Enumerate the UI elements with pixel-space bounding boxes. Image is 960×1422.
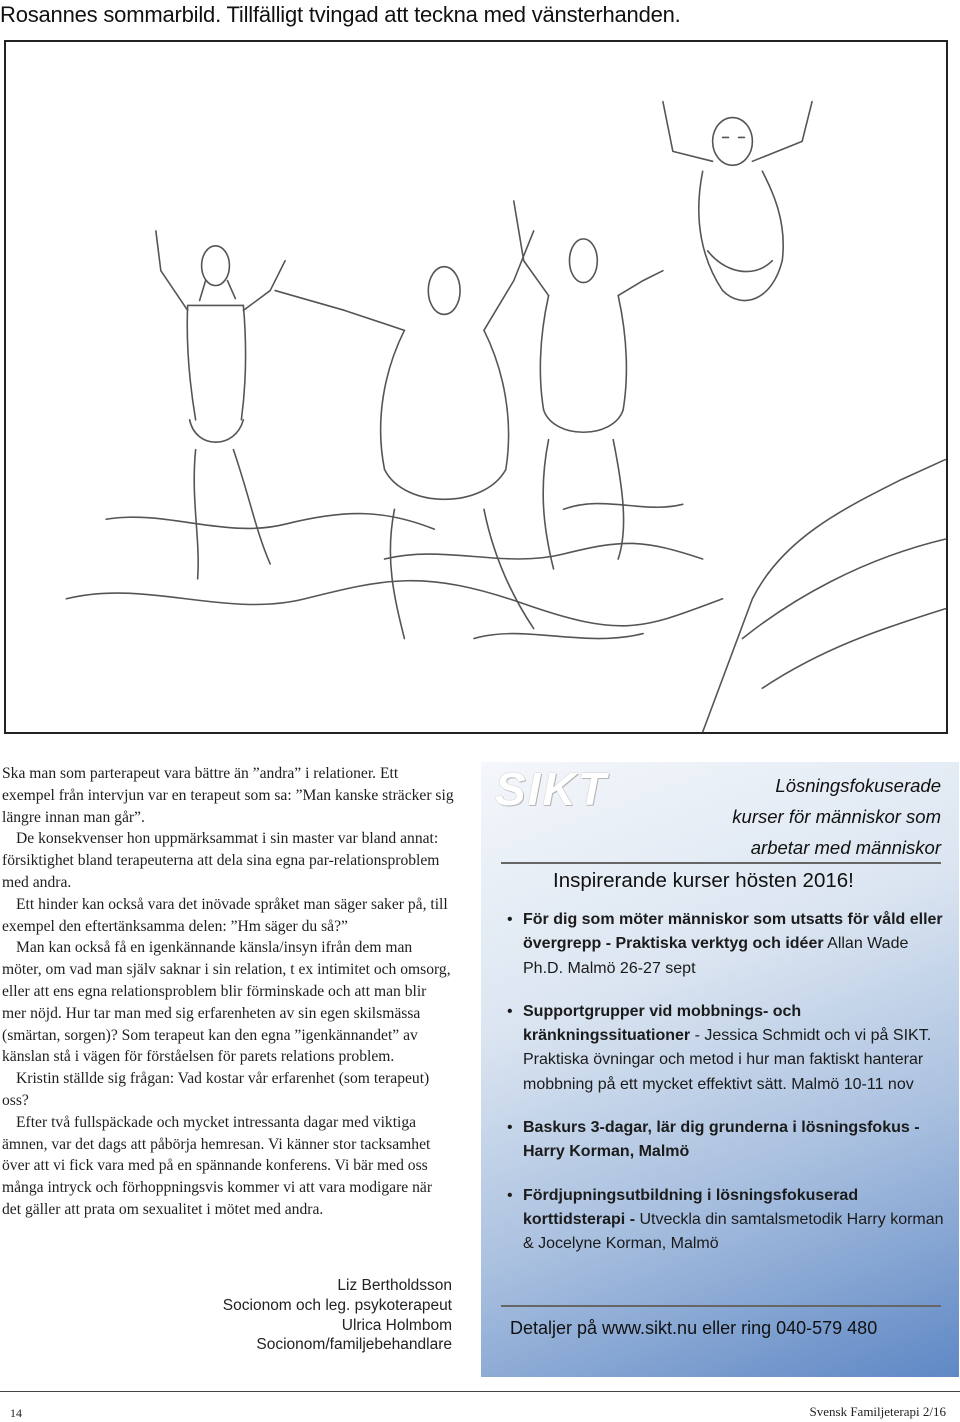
journal-name: Svensk Familjeterapi 2/16 xyxy=(809,1404,946,1419)
course-details: Utveckla din samtalsmetodik Harry korman & Jocelyne Korman, Malmö xyxy=(523,1210,944,1253)
course-title: Supportgrupper vid mobbnings- och kränkningssituationer xyxy=(523,1002,802,1045)
tagline-line: kurser för människor som xyxy=(732,806,941,827)
sikt-logo: SIKT xyxy=(495,763,608,815)
article-paragraph: Kristin ställde sig frågan: Vad kostar vår erfarenhet (som terapeut) oss? xyxy=(2,1070,430,1109)
rock-edge xyxy=(762,609,945,689)
ad-contact: Detaljer på www.sikt.nu eller ring 040-579 480 xyxy=(510,1318,878,1338)
course-item xyxy=(499,1000,949,1097)
author-name: Ulrica Holmbom xyxy=(341,1316,452,1334)
course-title: Fördjupningsutbildning i lösningsfokuserad korttidsterapi - xyxy=(523,1186,859,1228)
figure-two xyxy=(275,231,534,639)
tagline-line: Lösningsfokuserade xyxy=(775,775,941,796)
water-line xyxy=(66,581,722,626)
sketch-illustration xyxy=(4,40,948,734)
bullet-icon: • xyxy=(507,1119,513,1137)
course-item xyxy=(499,1184,949,1257)
article-paragraph: De konsekvenser hon uppmärksammat i sin master var bland annat: försiktighet bland terapeuterna att dela sina egna par-relationsproblem med andra. xyxy=(2,830,440,891)
figure-three xyxy=(514,201,663,569)
article-paragraph: Ska man som parterapeut vara bättre än ”andra” i relationer. Ett exempel från intervjun var en terapeut som sa: ”Man kanske sträcker sig längre innan man går”. xyxy=(2,765,454,826)
article-paragraph: Efter två fullspäckade och mycket intressanta dagar med viktiga ämnen, var det dags att påbörja hemresan. Vi känner stor tacksamhet över att vi fick vara med på en spännande konferens. Vi bär med oss många intryck och förhoppningsvis kommer vi att vara modigare när det gäller att prata om sexualitet i mötet med andra. xyxy=(2,1113,433,1218)
rock-outline xyxy=(703,460,946,732)
course-item xyxy=(499,1116,949,1165)
tagline-line: arbetar med människor xyxy=(750,837,941,858)
rock-edge xyxy=(742,539,945,638)
figure-four xyxy=(663,102,812,301)
course-title: För dig som möter människor som utsatts för våld eller övergrepp - Praktiska verktyg och idéer xyxy=(523,911,943,953)
figure-caption: Rosannes sommarbild. Tillfälligt tvingad att teckna med vänsterhanden. xyxy=(0,2,681,27)
course-title: Baskurs 3-dagar, lär dig grunderna i lösningsfokus - Harry Korman, Malmö xyxy=(523,1119,920,1161)
water-line xyxy=(474,634,643,639)
divider xyxy=(501,862,941,864)
course-list xyxy=(499,908,949,1257)
water-line xyxy=(385,543,703,559)
author-title: Socionom och leg. psykoterapeut xyxy=(222,1296,452,1314)
article-body xyxy=(2,763,454,1221)
course-details: - Jessica Schmidt och vi på SIKT. Praktiska övningar och metod i hur man faktiskt hanterar mobbning på ett mycket effektivt sätt. Malmö 10-11 nov xyxy=(523,1027,932,1093)
bullet-icon: • xyxy=(507,911,513,928)
jumping-people-sketch xyxy=(6,42,946,732)
bullet-icon: • xyxy=(507,1186,513,1204)
author-name: Liz Bertholdsson xyxy=(337,1277,452,1294)
page-number: 14 xyxy=(10,1406,22,1420)
ad-headline: Inspirerande kurser hösten 2016! xyxy=(553,869,854,892)
footer-rule xyxy=(0,1391,960,1392)
author-signature xyxy=(180,1276,452,1355)
article-paragraph: Man kan också få en igenkännande känsla/insyn ifrån dem man möter, om vad man själv saknar i sin relation, t ex intimitet och omsorg, eller att ens egna relationsproblem blir förminskade och att man blir mer nöjd. Hur tar man med sig erfarenheten av sin egen skilsmässa (smärtan, sorgen)? Som terapeut kan den egna ”igenkännandet” av känslan stå i vägen för förståelsen för parets relations problem. xyxy=(2,939,451,1066)
course-item xyxy=(499,908,949,981)
sikt-advertisement xyxy=(481,762,959,1377)
author-title: Socionom/familjebehandlare xyxy=(256,1336,452,1354)
ad-tagline xyxy=(732,770,941,863)
water-line xyxy=(106,514,434,530)
course-details: Allan Wade Ph.D. Malmö 26-27 sept xyxy=(523,935,909,977)
bullet-icon: • xyxy=(507,1002,513,1020)
divider xyxy=(501,1305,941,1307)
article-paragraph: Ett hinder kan också vara det inövade språket man säger saker på, till exempel den eftertänksamma delen: ”Hm säger du så?” xyxy=(2,895,448,935)
